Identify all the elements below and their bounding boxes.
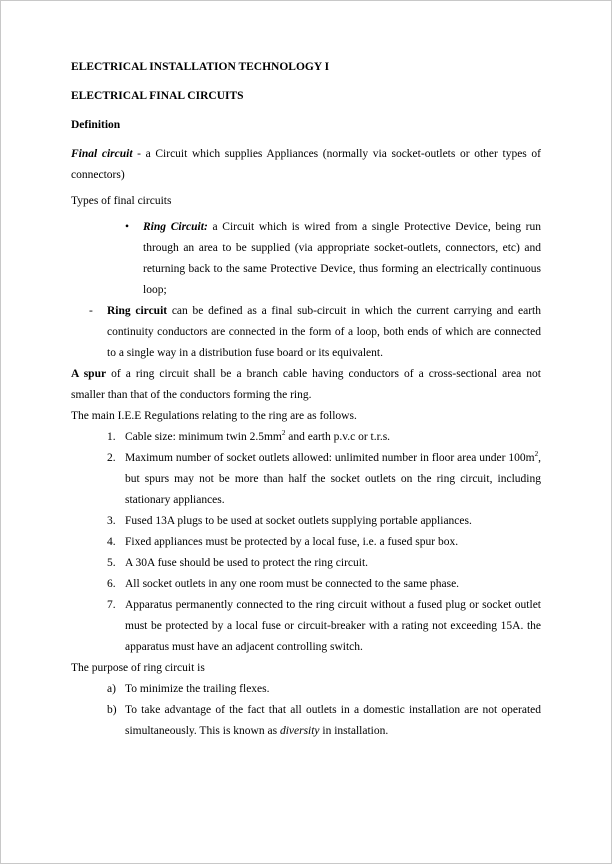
regulation-item	[71, 511, 541, 532]
list-item-text: Ring Circuit: a Circuit which is wired from a single Protective Device, being run through an area to be supplied (via appropriate socket-outlets, connectors, etc) and returning back to the same Protective Device, thus forming an electrically continuous loop;	[143, 221, 542, 296]
dash-marker: -	[89, 305, 93, 317]
regulation-text: Fused 13A plugs to be used at socket outlets supplying portable appliances.	[125, 515, 472, 527]
purpose-intro: The purpose of ring circuit is	[71, 662, 205, 674]
purpose-text: To take advantage of the fact that all outlets in a domestic installation are not operated simultaneously. This is known as diversity in installation.	[125, 704, 541, 737]
purpose-text: To minimize the trailing flexes.	[125, 683, 270, 695]
number-marker: 7.	[107, 599, 116, 611]
number-marker: 5.	[107, 557, 116, 569]
number-marker: 4.	[107, 536, 116, 548]
regulation-item	[71, 427, 541, 448]
regulation-item	[71, 574, 541, 595]
regulation-item	[71, 448, 541, 511]
purpose-item	[71, 679, 541, 700]
list-item-text: Ring circuit can be defined as a final sub-circuit in which the current carrying and earth continuity conductors are connected in the form of a loop, both ends of which are connected to a single way in a distribution fuse board or its equivalent.	[107, 305, 541, 359]
number-marker: 1.	[107, 431, 116, 443]
letter-marker: b)	[107, 704, 117, 716]
regulation-text: Fixed appliances must be protected by a local fuse, i.e. a fused spur box.	[125, 536, 459, 548]
list-item-ring-circuit-definition-1	[71, 217, 541, 301]
definition-heading: Definition	[71, 119, 121, 131]
types-heading: Types of final circuits	[71, 195, 172, 207]
document-title: ELECTRICAL INSTALLATION TECHNOLOGY I	[71, 61, 330, 73]
regulation-text: All socket outlets in any one room must be connected to the same phase.	[125, 578, 460, 590]
section-title: ELECTRICAL FINAL CIRCUITS	[71, 90, 244, 102]
number-marker: 3.	[107, 515, 116, 527]
regulation-text: A 30A fuse should be used to protect the ring circuit.	[125, 557, 369, 569]
bullet-marker: •	[125, 221, 130, 233]
regulation-text: Apparatus permanently connected to the ring circuit without a fused plug or socket outlet must be protected by a local fuse or circuit-breaker with a rating not exceeding 15A. the apparatus must have an adjacent controlling switch.	[125, 599, 541, 653]
regulations-intro: The main I.E.E Regulations relating to the ring are as follows.	[71, 410, 357, 422]
purpose-item	[71, 700, 541, 742]
list-item-ring-circuit-definition-2	[71, 301, 541, 364]
number-marker: 6.	[107, 578, 116, 590]
letter-marker: a)	[107, 683, 116, 695]
regulation-item	[71, 595, 541, 658]
definition-paragraph: Final circuit - a Circuit which supplies Appliances (normally via socket-outlets or other types of connectors)	[71, 148, 541, 181]
spur-paragraph: A spur of a ring circuit shall be a branch cable having conductors of a cross-sectional area not smaller than that of the conductors forming the ring.	[71, 368, 541, 401]
regulation-text: Maximum number of socket outlets allowed: unlimited number in floor area under $100m^2$, but spurs may not be more than half the socket outlets on the ring circuit, including stationary appliances.	[125, 450, 541, 506]
regulation-item	[71, 532, 541, 553]
number-marker: 2.	[107, 452, 116, 464]
regulation-item	[71, 553, 541, 574]
regulation-text: Cable size: minimum twin $2.5mm^2$ and earth p.v.c or t.r.s.	[125, 429, 391, 443]
